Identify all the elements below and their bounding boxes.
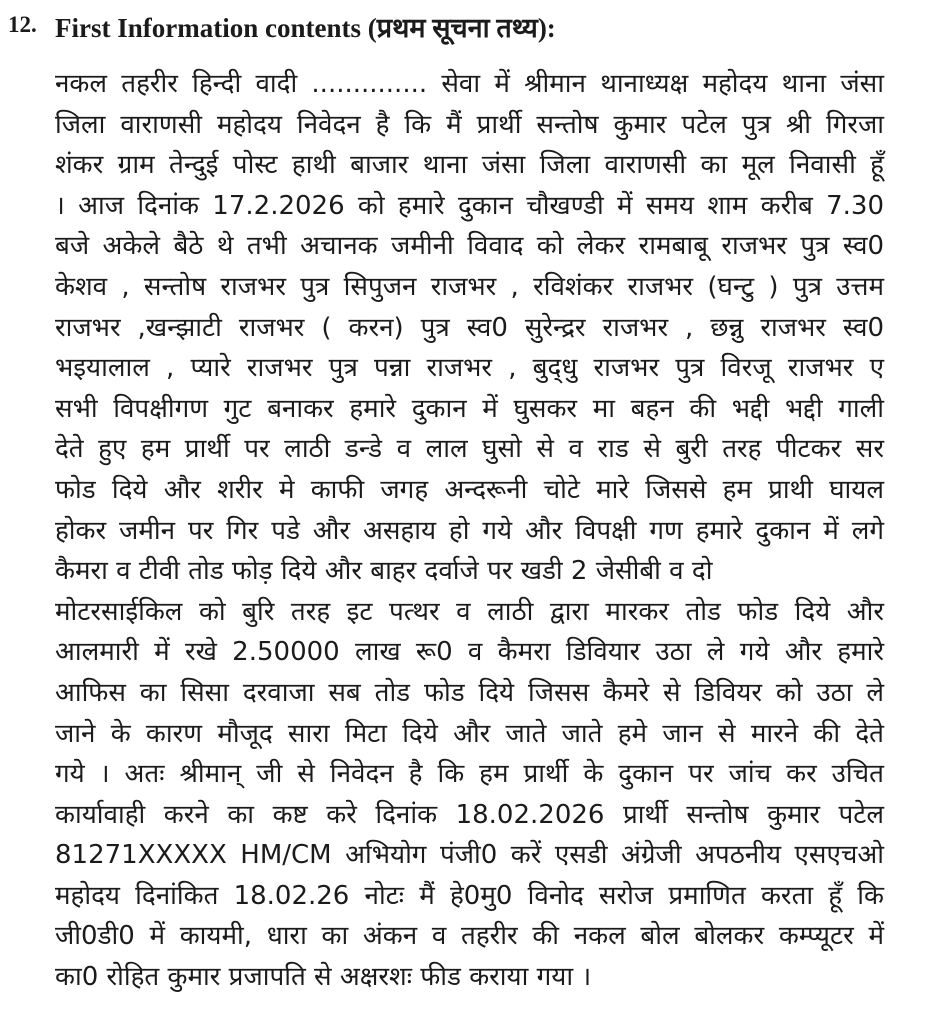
section-title-hindi: (प्रथम सूचना तथ्य): bbox=[367, 13, 556, 43]
fir-text-line: गये । अतः श्रीमान् जी से निवेदन है कि हम प्रार्थी के दुकान पर जांच कर उचित bbox=[55, 759, 884, 790]
section-title-english: First Information contents bbox=[55, 13, 361, 43]
fir-text-line: राजभर ,खन्झाटी राजभर ( करन) पुत्र स्व0 सुरेन्द्रर राजभर , छन्नु राजभर स्व0 bbox=[55, 312, 884, 343]
fir-text-block bbox=[55, 64, 884, 998]
fir-text-line: । आज दिनांक 17.2.2026 को हमारे दुकान चौखण्डी में समय शाम करीब 7.30 bbox=[55, 190, 884, 221]
fir-text-line: 81271XXXXX HM/CM अभियोग पंजी0 करें एसडी अंग्रेजी अपठनीय एसएचओ bbox=[55, 840, 884, 871]
fir-text-line: कैमरा व टीवी तोड फोड़ दिये और बाहर दर्वाजे पर खडी 2 जेसीबी व दो bbox=[55, 556, 713, 587]
fir-text-line: देते हुए हम प्रार्थी पर लाठी डन्डे व लाल घुसो से व राड से बुरी तरह पीटकर सर bbox=[55, 434, 884, 465]
fir-text-line: नकल तहरीर हिन्दी वादी .............. सेवा में श्रीमान थानाध्यक्ष महोदय थाना जंसा bbox=[55, 69, 884, 99]
fir-text-line: होकर जमीन पर गिर पडे और असहाय हो गये और विपक्षी गण हमारे दुकान में लगे bbox=[55, 515, 884, 546]
section-header bbox=[8, 12, 556, 44]
fir-text-line: मोटरसाईकिल को बुरि तरह इट पत्थर व लाठी द्वारा मारकर तोड फोड दिये और bbox=[55, 596, 884, 627]
fir-text-line: भइयालाल , प्यारे राजभर पुत्र पन्ना राजभर , बुद्‌धु राजभर पुत्र विरजू राजभर ए bbox=[55, 353, 884, 384]
fir-text-line: फोड दिये और शरीर मे काफी जगह अन्दरूनी चोटे मारे जिससे हम प्राथी घायल bbox=[55, 474, 884, 505]
fir-text-line: जी0डी0 में कायमी, धारा का अंकन व तहरीर की नकल बोल बोलकर कम्प्यूटर में bbox=[55, 921, 884, 952]
fir-text-line: का0 रोहित कुमार प्रजापति से अक्षरशः फीड कराया गया । bbox=[55, 962, 592, 993]
fir-text-line: बजे अकेले बैठे थे तभी अचानक जमीनी विवाद को लेकर रामबाबू राजभर पुत्र स्व0 bbox=[55, 231, 884, 262]
fir-text-line: महोदय दिनांकित 18.02.26 नोटः मैं हे0मु0 विनोद सरोज प्रमाणित करता हूँ कि bbox=[55, 880, 884, 911]
fir-text-line: आफिस का सिसा दरवाजा सब तोड फोड दिये जिसस कैमरे से डिवियर को उठा ले bbox=[55, 677, 884, 708]
fir-text-line: कार्यावाही करने का कष्ट करे दिनांक 18.02.2026 प्रार्थी सन्तोष कुमार पटेल bbox=[55, 799, 884, 830]
fir-text-line: केशव , सन्तोष राजभर पुत्र सिपुजन राजभर , रविशंकर राजभर (घन्टु ) पुत्र उत्तम bbox=[55, 271, 884, 302]
fir-text-line: जिला वाराणसी महोदय निवेदन है कि मैं प्रार्थी सन्तोष कुमार पटेल पुत्र श्री गिरजा bbox=[55, 109, 884, 140]
section-number: 12. bbox=[8, 12, 37, 37]
fir-text-line: जाने के कारण मौजूद सारा मिटा दिये और जाते जाते हमे जान से मारने की देते bbox=[55, 718, 884, 749]
section-title bbox=[55, 12, 556, 44]
fir-text-line: आलमारी में रखे 2.50000 लाख रू0 व कैमरा डिवियार उठा ले गये और हमारे bbox=[55, 637, 884, 668]
fir-text-line: सभी विपक्षीगण गुट बनाकर हमारे दुकान में घुसकर मा बहन की भद्दी भद्दी गाली bbox=[55, 393, 884, 424]
fir-text-line: शंकर ग्राम तेन्दुई पोस्ट हाथी बाजार थाना जंसा जिला वाराणसी का मूल निवासी हूँ bbox=[55, 150, 884, 181]
